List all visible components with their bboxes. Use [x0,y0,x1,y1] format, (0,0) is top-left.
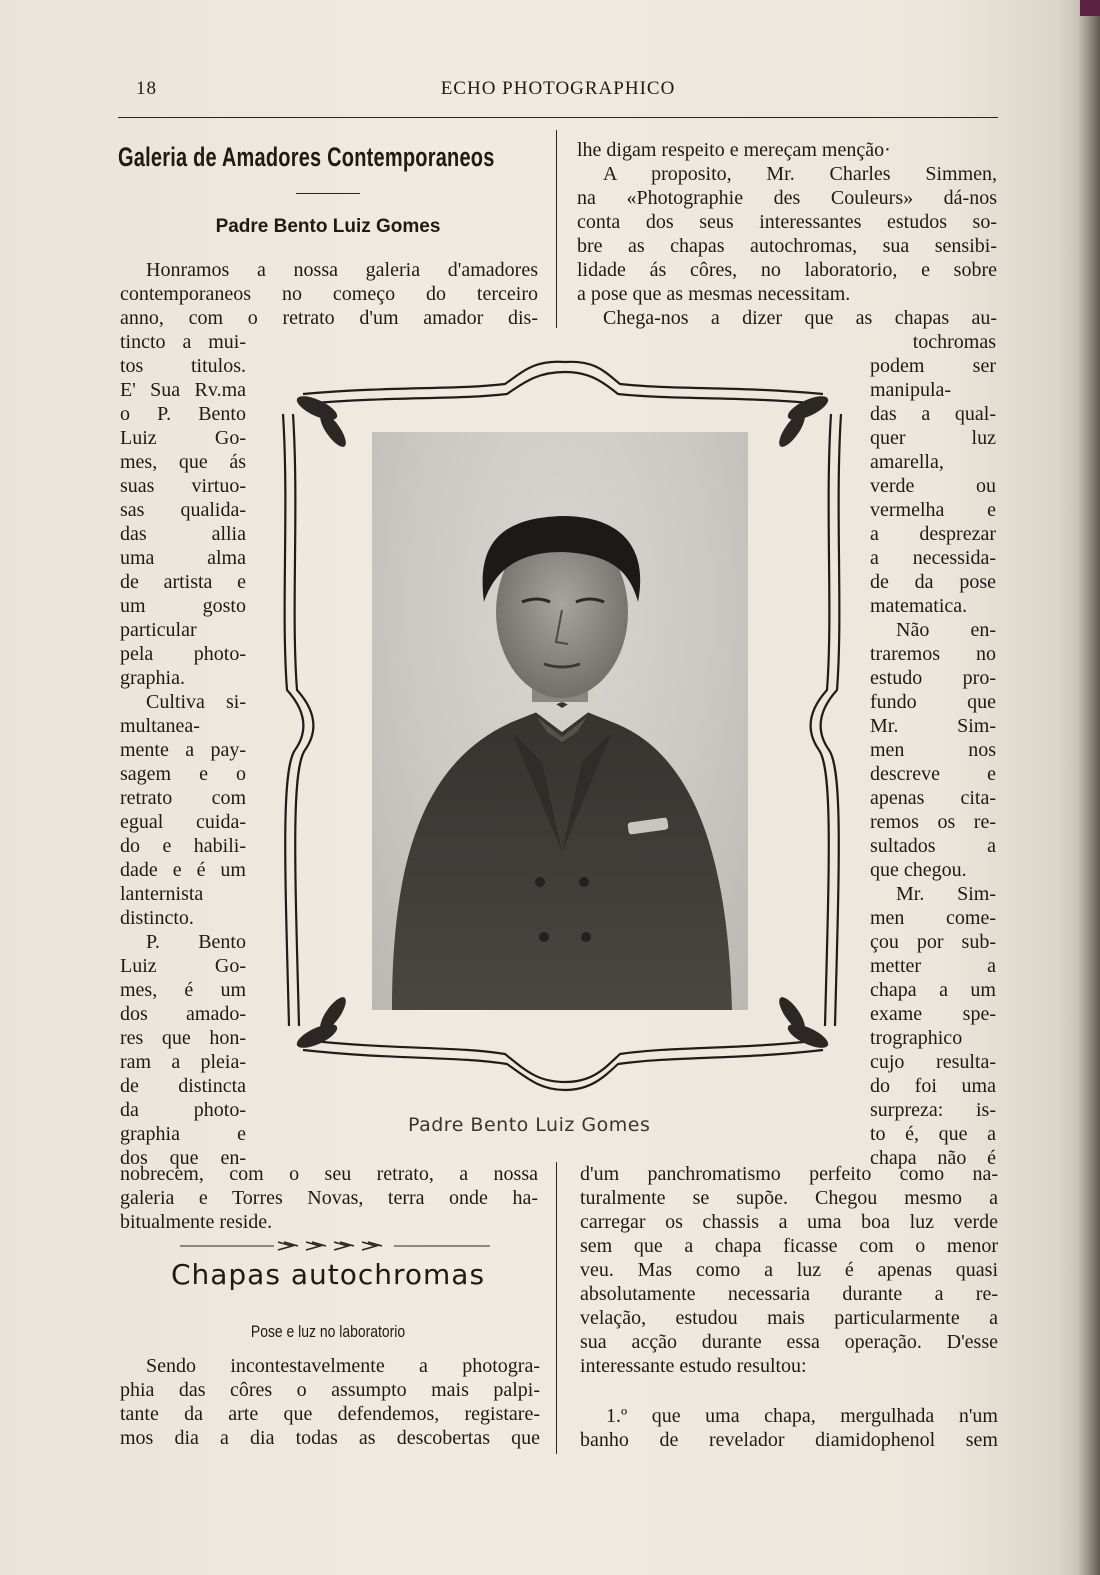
text-line: a necessida- [870,547,996,569]
text-line: carregar os chassis a uma boa luz verde [580,1211,998,1233]
text-line: sua acção durante essa operação. D'esse [580,1331,998,1353]
text-line: interessante estudo resultou: [580,1355,807,1377]
text-line: que chegou. [870,859,967,881]
text-line: E' Sua Rv.ma [120,379,246,401]
text-line: vermelha e [870,499,996,521]
text-line: traremos no [870,643,996,665]
text-line: manipula- [870,379,952,401]
text-line: multanea- [120,715,200,737]
text-line: anno, com o retrato d'um amador dis- [120,307,538,329]
text-line: galeria e Torres Novas, terra onde ha- [120,1187,538,1209]
text-line: tochromas [912,331,996,353]
text-line: do e habili- [120,835,246,857]
text-line: dos amado- [120,1003,246,1025]
text-line: chapa não é [870,1147,996,1169]
text-line: mos dia a dia todas as descobertas que [120,1427,540,1449]
text-line: quer luz [870,427,996,449]
text-line: Sendo incontestavelmente a photogra- [146,1355,540,1377]
text-line: Cultiva si- [146,691,246,713]
text-line: çou por sub- [870,931,996,953]
text-line: nobrecem, com o seu retrato, a nossa [120,1163,538,1185]
text-line: pela photo- [120,643,246,665]
gallery-subtitle: Padre Bento Luiz Gomes [215,216,441,237]
text-line: de distincta [120,1075,246,1097]
ornamental-frame [275,350,850,1095]
text-line: a desprezar [870,523,996,545]
article2-left-text [120,1354,540,1450]
text-line: suas virtuo- [120,475,246,497]
text-line: sem que a chapa ficasse com o menor [580,1235,998,1257]
text-line: lanternista [120,883,204,905]
text-line: matematica. [870,595,968,617]
header-rule [118,117,998,118]
text-line: Chega-nos a dizer que as chapas au- [603,307,997,329]
text-line: lhe digam respeito e mereçam menção· [577,139,891,161]
text-line: particular [120,619,197,641]
text-line: tos titulos. [120,355,246,377]
text-line: 1.º que uma chapa, mergulhada n'um [606,1405,998,1427]
text-line: conta dos seus interessantes estudos so- [577,211,997,233]
article2-right-text-top [577,138,997,330]
text-line: de da pose [870,571,996,593]
text-line: remos os re- [870,811,996,833]
text-line: fundo que [870,691,996,713]
autochromas-heading: Chapas autochromas [170,1258,486,1291]
text-line: mes, que ás [120,451,246,473]
text-line: exame spe- [870,1003,996,1025]
text-line: res que hon- [120,1027,246,1049]
text-line: verde ou [870,475,996,497]
ornamental-divider [180,1236,490,1256]
text-line: banho de revelador diamidophenol sem [580,1429,998,1451]
text-line: phia das côres o assumpto mais palpi- [120,1379,540,1401]
article1-text-narrow [120,330,246,1170]
text-line: chapa a um [870,979,996,1001]
binding-edge [1080,0,1100,16]
text-line: da photo- [120,1099,246,1121]
text-line: tincto a mui- [120,331,246,353]
journal-title: ECHO PHOTOGRAPHICO [440,78,676,99]
column-divider-top [556,130,557,328]
text-line: dade e é um [120,859,246,881]
title-rule [296,193,360,194]
text-line: contemporaneos no começo do terceiro [120,283,538,305]
text-line: uma alma [120,547,246,569]
text-line: apenas cita- [870,787,996,809]
text-line: to é, que a [870,1123,996,1145]
autochromas-subtitle: Pose e luz no laboratorio [250,1322,406,1341]
text-line: tante da arte que defendemos, registare- [120,1403,540,1425]
text-line: mes, é um [120,979,246,1001]
text-line: Não en- [896,619,996,641]
text-line: estudo pro- [870,667,996,689]
text-line: descreve e [870,763,996,785]
text-line: a pose que as mesmas necessitam. [577,283,851,305]
text-line: dos que en- [120,1147,246,1169]
text-line: lidade ás côres, no laboratorio, e sobre [577,259,997,281]
article2-right-text-bottom [580,1162,998,1378]
article2-numbered-text [580,1404,998,1452]
text-line: veu. Mas como a luz é apenas quasi [580,1259,998,1281]
text-line: Luiz Go- [120,427,246,449]
text-line: bitualmente reside. [120,1211,273,1233]
text-line: Mr. Sim- [870,715,996,737]
text-line: das a qual- [870,403,996,425]
text-line: sagem e o [120,763,246,785]
text-line: A proposito, Mr. Charles Simmen, [603,163,997,185]
text-line: Luiz Go- [120,955,246,977]
book-spine-shadow [1078,0,1100,1575]
text-line: Mr. Sim- [896,883,996,905]
text-line: graphia e [120,1123,246,1145]
text-line: distincto. [120,907,194,929]
text-line: um gosto [120,595,246,617]
gallery-heading: Galeria de Amadores Contemporaneos [118,142,495,172]
text-line: do foi uma [870,1075,996,1097]
text-line: de artista e [120,571,246,593]
running-head [118,78,998,102]
text-line: mente a pay- [120,739,246,761]
text-line: bre as chapas autochromas, sua sensibi- [577,235,997,257]
portrait-caption: Padre Bento Luiz Gomes [408,1114,651,1136]
text-line: metter a [870,955,996,977]
text-line: men come- [870,907,996,929]
page-number: 18 [136,78,157,99]
text-line: Honramos a nossa galeria d'amadores [146,259,538,281]
text-line: amarella, [870,451,944,473]
text-line: trographico [870,1027,963,1049]
text-line: sultados a [870,835,996,857]
text-line: P. Bento [146,931,246,953]
text-line: retrato com [120,787,246,809]
column-divider-bottom [556,1162,557,1454]
text-line: das allia [120,523,246,545]
text-line: velação, estudou mais particularmente a [580,1307,998,1329]
text-line: turalmente se supõe. Chegou mesmo a [580,1187,998,1209]
article2-right-text-narrow [870,330,996,1170]
text-line: surpreza: is- [870,1099,996,1121]
article1-text-wide [120,258,538,330]
text-line: absolutamente necessaria durante a re- [580,1283,998,1305]
text-line: d'um panchromatismo perfeito como na- [580,1163,998,1185]
text-line: o P. Bento [120,403,246,425]
text-line: men nos [870,739,996,761]
text-line: sas qualida- [120,499,246,521]
text-line: na «Photographie des Couleurs» dá-nos [577,187,997,209]
article1-text-end [120,1162,538,1234]
text-line: ram a pleia- [120,1051,246,1073]
text-line: cujo resulta- [870,1051,996,1073]
text-line: graphia. [120,667,185,689]
text-line: podem ser [870,355,996,377]
text-line: egual cuida- [120,811,246,833]
